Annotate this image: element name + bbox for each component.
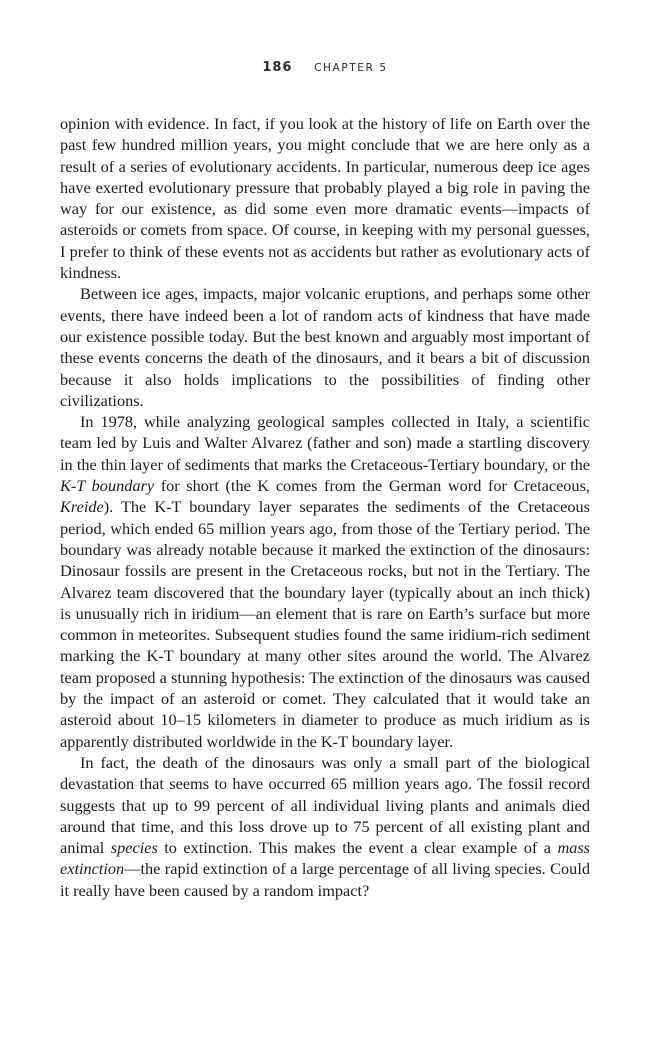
text-run: for short (the K comes from the German word for Cretaceous, (154, 476, 590, 496)
italic-term: species (110, 838, 158, 858)
text-run: In fact, the death of the dinosaurs was only a small part of the biological devastation that seems to have occurred 65 million years ago. The fossil record suggests that up to 99 percent of all individual living plants and animals died around that time, and this loss drove up to 75 percent of all existing plant and animal (60, 752, 590, 858)
text-run: ). The K-T boundary layer separates the sediments of the Cretaceous period, which ended 65 million years ago, from those of the Tertiary period. The boundary was already notable because it marked the extinction of the dinosaurs: Dinosaur fossils are present in the Cretaceous rocks, but not in the Tertiary. The Alvarez team discovered that the boundary layer (typically about an inch thick) is unusually rich in iridium—an element that is rare on Earth’s surface but more common in meteorites. Subsequent studies found the same iridium-rich sediment marking the K-T boundary at many other sites around the world. The Alvarez team proposed a stunning hypothesis: The extinction of the dinosaurs was caused by the impact of an asteroid or comet. They calculated that it would take an asteroid about 10–15 kilometers in diameter to produce as much iridium as is apparently distributed worldwide in the K-T boundary layer. (60, 497, 590, 751)
body-text (60, 113, 590, 901)
chapter-label: CHAPTER 5 (314, 62, 388, 74)
running-head (0, 56, 650, 75)
text-run: Between ice ages, impacts, major volcanic eruptions, and perhaps some other events, there have indeed been a lot of random acts of kindness that have made our existence possible today. But the best known and arguably most important of these events concerns the death of the dinosaurs, and it bears a bit of discussion because it also holds implications to the possibilities of finding other civilizations. (60, 284, 590, 410)
text-run: opinion with evidence. In fact, if you look at the history of life on Earth over the past few hundred million years, you might conclude that we are here only as a result of a series of evolutionary accidents. In particular, numerous deep ice ages have exerted evolutionary pressure that probably played a big role in paving the way for our existence, as did some even more dramatic events—impacts of asteroids or comets from space. Of course, in keeping with my personal guesses, I prefer to think of these events not as accidents but rather as evolutionary acts of kindness. (60, 114, 590, 283)
text-run: to extinction. This makes the event a clear example of a (157, 838, 558, 858)
page-number: 186 (262, 60, 293, 75)
italic-term: mass extinction (60, 838, 591, 879)
text-run: —the rapid extinction of a large percentage of all living species. Could it really have been caused by a random impact? (60, 859, 590, 900)
paragraph (60, 113, 590, 283)
paragraph (60, 752, 590, 901)
italic-term: Kreide (60, 497, 104, 517)
text-run: In 1978, while analyzing geological samples collected in Italy, a scientific team led by Luis and Walter Alvarez (father and son) made a startling discovery in the thin layer of sediments that marks the Cretaceous-Tertiary boundary, or the (60, 412, 590, 474)
paragraph (60, 411, 590, 752)
paragraph (60, 283, 590, 411)
italic-term: K-T boundary (60, 476, 155, 496)
